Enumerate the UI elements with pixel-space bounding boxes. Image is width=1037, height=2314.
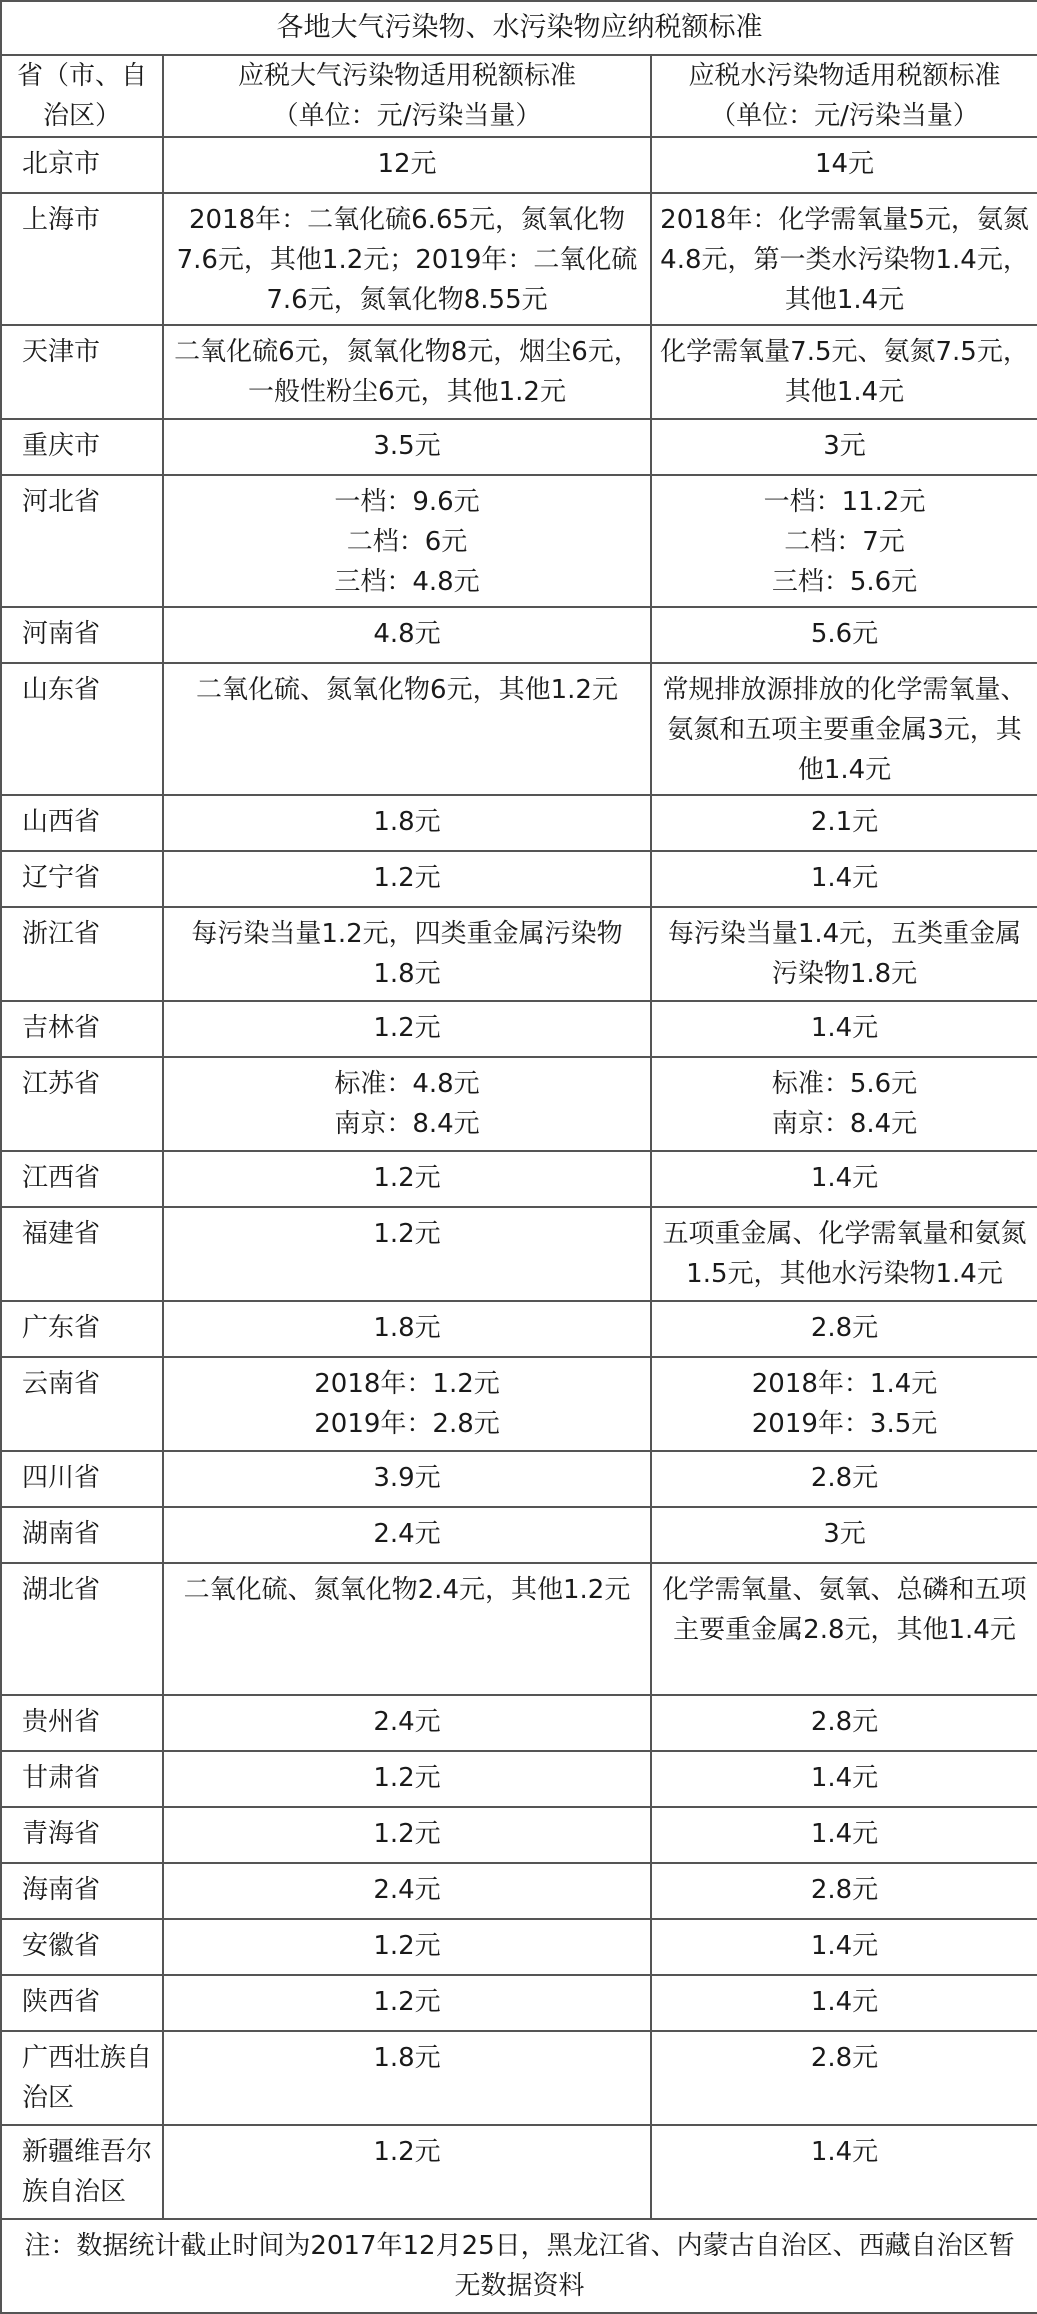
- water-rate-cell: [651, 907, 1037, 1001]
- water-rate-cell: [651, 193, 1037, 325]
- water-rate-text: 南京：8.4元: [771, 1109, 918, 1139]
- water-rate-cell: [651, 1507, 1037, 1563]
- air-rate-text: 1.2元: [373, 863, 441, 893]
- air-rate-cell: [163, 2125, 651, 2219]
- province-cell: 贵州省: [1, 1695, 163, 1751]
- air-rate-cell: [163, 1451, 651, 1507]
- water-rate-text: 标准：5.6元: [771, 1069, 918, 1099]
- province-cell: 湖北省: [1, 1563, 163, 1695]
- table-row: [1, 795, 1037, 851]
- water-rate-text: 2.8元: [810, 1875, 879, 1905]
- water-rate-cell: [651, 1451, 1037, 1507]
- table-row: [1, 193, 1037, 325]
- water-rate-cell: [651, 1751, 1037, 1807]
- air-rate-cell: [163, 1001, 651, 1057]
- water-rate-text: 2019年：3.5元: [751, 1409, 938, 1439]
- header-row: [1, 55, 1037, 137]
- air-rate-text: 二氧化硫、氮氧化物2.4元，其他1.2元: [183, 1575, 631, 1605]
- province-cell: 天津市: [1, 325, 163, 419]
- water-rate-cell: [651, 795, 1037, 851]
- table-row: [1, 1507, 1037, 1563]
- province-cell: 山东省: [1, 663, 163, 795]
- air-rate-text: 每污染当量1.2元，四类重金属污染物1.8元: [191, 919, 623, 989]
- table-row: [1, 1001, 1037, 1057]
- air-rate-text: 标准：4.8元: [334, 1069, 480, 1099]
- air-rate-text: 二档：6元: [346, 527, 468, 557]
- water-rate-cell: [651, 1151, 1037, 1207]
- water-rate-cell: [651, 1919, 1037, 1975]
- header-air-unit: （单位：元/污染当量）: [272, 101, 542, 131]
- province-cell: 甘肃省: [1, 1751, 163, 1807]
- water-rate-cell: [651, 1975, 1037, 2031]
- water-rate-cell: [651, 2031, 1037, 2125]
- air-rate-text: 2.4元: [373, 1519, 441, 1549]
- water-rate-text: 1.4元: [810, 863, 879, 893]
- water-rate-text: 常规排放源排放的化学需氧量、氨氮和五项主要重金属3元，其他1.4元: [662, 675, 1027, 785]
- water-rate-text: 14元: [814, 149, 875, 179]
- air-rate-cell: [163, 325, 651, 419]
- water-rate-text: 2.8元: [810, 1313, 879, 1343]
- table-row: [1, 2031, 1037, 2125]
- table-row: [1, 1301, 1037, 1357]
- table-title: 各地大气污染物、水污染物应纳税额标准: [1, 1, 1037, 55]
- air-rate-cell: [163, 1357, 651, 1451]
- province-cell: 青海省: [1, 1807, 163, 1863]
- water-rate-cell: [651, 607, 1037, 663]
- province-cell: 安徽省: [1, 1919, 163, 1975]
- water-rate-cell: [651, 1563, 1037, 1695]
- table-row: [1, 1919, 1037, 1975]
- water-rate-text: 2.1元: [810, 807, 879, 837]
- water-rate-text: 1.4元: [810, 2137, 879, 2167]
- table-row: [1, 1563, 1037, 1695]
- air-rate-cell: [163, 1301, 651, 1357]
- province-cell: 广东省: [1, 1301, 163, 1357]
- table-row: [1, 907, 1037, 1001]
- table-row: [1, 137, 1037, 193]
- table-row: [1, 419, 1037, 475]
- table-row: [1, 663, 1037, 795]
- province-cell: 福建省: [1, 1207, 163, 1301]
- table-row: [1, 607, 1037, 663]
- air-rate-text: 二氧化硫、氮氧化物6元，其他1.2元: [196, 675, 618, 705]
- air-rate-text: 3.9元: [373, 1463, 441, 1493]
- water-rate-text: 5.6元: [810, 619, 879, 649]
- province-cell: 吉林省: [1, 1001, 163, 1057]
- province-cell: 江苏省: [1, 1057, 163, 1151]
- water-rate-cell: [651, 475, 1037, 607]
- note-row: [1, 2219, 1037, 2313]
- table-row: [1, 1057, 1037, 1151]
- province-cell: 河北省: [1, 475, 163, 607]
- air-rate-cell: [163, 1863, 651, 1919]
- water-rate-cell: [651, 137, 1037, 193]
- water-rate-text: 3元: [823, 431, 866, 461]
- air-rate-text: 2.4元: [373, 1707, 441, 1737]
- air-rate-cell: [163, 2031, 651, 2125]
- air-rate-cell: [163, 907, 651, 1001]
- province-cell: 河南省: [1, 607, 163, 663]
- air-rate-text: 2.4元: [373, 1875, 441, 1905]
- air-rate-text: 4.8元: [373, 619, 441, 649]
- province-cell: 湖南省: [1, 1507, 163, 1563]
- air-rate-text: 1.2元: [373, 1819, 441, 1849]
- header-province: 省（市、自治区）: [1, 55, 163, 137]
- air-rate-cell: [163, 1507, 651, 1563]
- table-row: [1, 1807, 1037, 1863]
- water-rate-text: 1.4元: [810, 1819, 879, 1849]
- water-rate-cell: [651, 325, 1037, 419]
- header-air: [163, 55, 651, 137]
- province-cell: 辽宁省: [1, 851, 163, 907]
- title-row: [1, 1, 1037, 55]
- table-row: [1, 1357, 1037, 1451]
- air-rate-cell: [163, 137, 651, 193]
- table-row: [1, 1751, 1037, 1807]
- air-rate-text: 1.2元: [373, 2137, 441, 2167]
- air-rate-text: 一档：9.6元: [334, 487, 480, 517]
- air-rate-cell: [163, 1563, 651, 1695]
- water-rate-cell: [651, 1301, 1037, 1357]
- header-water-line: 应税水污染物适用税额标准: [688, 61, 1001, 91]
- water-rate-cell: [651, 1695, 1037, 1751]
- air-rate-text: 1.2元: [373, 1163, 441, 1193]
- water-rate-text: 化学需氧量7.5元、氨氮7.5元，其他1.4元: [660, 337, 1029, 407]
- water-rate-cell: [651, 1863, 1037, 1919]
- air-rate-cell: [163, 1057, 651, 1151]
- water-rate-text: 2018年：化学需氧量5元，氨氮4.8元，第一类水污染物1.4元，其他1.4元: [660, 205, 1029, 315]
- water-rate-text: 2.8元: [810, 1463, 879, 1493]
- water-rate-text: 1.4元: [810, 1763, 879, 1793]
- water-rate-text: 化学需氧量、氨氧、总磷和五项主要重金属2.8元，其他1.4元: [662, 1575, 1027, 1645]
- air-rate-text: 二氧化硫6元，氮氧化物8元，烟尘6元，一般性粉尘6元，其他1.2元: [174, 337, 640, 407]
- air-rate-cell: [163, 1151, 651, 1207]
- table-row: [1, 1863, 1037, 1919]
- province-cell: 广西壮族自治区: [1, 2031, 163, 2125]
- header-water-unit: （单位：元/污染当量）: [710, 101, 979, 131]
- province-cell: 新疆维吾尔族自治区: [1, 2125, 163, 2219]
- air-rate-text: 三档：4.8元: [334, 567, 480, 597]
- water-rate-text: 3元: [823, 1519, 866, 1549]
- water-rate-text: 每污染当量1.4元，五类重金属污染物1.8元: [667, 919, 1022, 989]
- table-row: [1, 1975, 1037, 2031]
- water-rate-text: 2018年：1.4元: [751, 1369, 938, 1399]
- air-rate-text: 2018年：1.2元: [314, 1369, 500, 1399]
- province-cell: 浙江省: [1, 907, 163, 1001]
- water-rate-text: 1.4元: [810, 1987, 879, 2017]
- air-rate-text: 1.2元: [373, 1931, 441, 1961]
- water-rate-cell: [651, 1357, 1037, 1451]
- air-rate-cell: [163, 1207, 651, 1301]
- air-rate-cell: [163, 607, 651, 663]
- air-rate-text: 1.2元: [373, 1763, 441, 1793]
- water-rate-cell: [651, 1207, 1037, 1301]
- header-air-line: 应税大气污染物适用税额标准: [237, 61, 576, 91]
- province-cell: 北京市: [1, 137, 163, 193]
- water-rate-cell: [651, 1001, 1037, 1057]
- table-row: [1, 1207, 1037, 1301]
- air-rate-cell: [163, 851, 651, 907]
- table-row: [1, 2125, 1037, 2219]
- air-rate-cell: [163, 663, 651, 795]
- water-rate-text: 1.4元: [810, 1163, 879, 1193]
- air-rate-cell: [163, 1807, 651, 1863]
- air-rate-cell: [163, 475, 651, 607]
- province-cell: 海南省: [1, 1863, 163, 1919]
- water-rate-text: 2.8元: [810, 1707, 879, 1737]
- province-cell: 云南省: [1, 1357, 163, 1451]
- air-rate-text: 12元: [377, 149, 437, 179]
- province-cell: 山西省: [1, 795, 163, 851]
- air-rate-cell: [163, 1695, 651, 1751]
- air-rate-text: 1.8元: [373, 807, 441, 837]
- water-rate-cell: [651, 663, 1037, 795]
- table-row: [1, 1695, 1037, 1751]
- air-rate-cell: [163, 419, 651, 475]
- air-rate-text: 南京：8.4元: [334, 1109, 480, 1139]
- water-rate-text: 1.4元: [810, 1013, 879, 1043]
- air-rate-cell: [163, 193, 651, 325]
- province-cell: 上海市: [1, 193, 163, 325]
- air-rate-text: 1.8元: [373, 2043, 441, 2073]
- air-rate-cell: [163, 1975, 651, 2031]
- table-row: [1, 325, 1037, 419]
- air-rate-cell: [163, 795, 651, 851]
- air-rate-text: 1.2元: [373, 1219, 441, 1249]
- table-row: [1, 851, 1037, 907]
- water-rate-text: 五项重金属、化学需氧量和氨氮1.5元，其他水污染物1.4元: [662, 1219, 1027, 1289]
- water-rate-text: 2.8元: [810, 2043, 879, 2073]
- footnote: 注：数据统计截止时间为2017年12月25日，黑龙江省、内蒙古自治区、西藏自治区暂无数据资料: [1, 2219, 1037, 2313]
- province-cell: 重庆市: [1, 419, 163, 475]
- water-rate-cell: [651, 419, 1037, 475]
- water-rate-text: 一档：11.2元: [763, 487, 926, 517]
- water-rate-cell: [651, 2125, 1037, 2219]
- air-rate-text: 2019年：2.8元: [314, 1409, 500, 1439]
- table-row: [1, 475, 1037, 607]
- table-row: [1, 1151, 1037, 1207]
- water-rate-text: 二档：7元: [784, 527, 905, 557]
- table-row: [1, 1451, 1037, 1507]
- water-rate-text: 三档：5.6元: [771, 567, 918, 597]
- water-rate-text: 1.4元: [810, 1931, 879, 1961]
- air-rate-cell: [163, 1751, 651, 1807]
- water-rate-cell: [651, 1057, 1037, 1151]
- air-rate-text: 2018年：二氧化硫6.65元，氮氧化物7.6元，其他1.2元；2019年：二氧化硫7.6元，氮氧化物8.55元: [176, 205, 638, 315]
- air-rate-text: 3.5元: [373, 431, 441, 461]
- air-rate-text: 1.2元: [373, 1987, 441, 2017]
- air-rate-cell: [163, 1919, 651, 1975]
- province-cell: 陕西省: [1, 1975, 163, 2031]
- air-rate-text: 1.8元: [373, 1313, 441, 1343]
- province-cell: 江西省: [1, 1151, 163, 1207]
- header-water: [651, 55, 1037, 137]
- province-cell: 四川省: [1, 1451, 163, 1507]
- air-rate-text: 1.2元: [373, 1013, 441, 1043]
- water-rate-cell: [651, 1807, 1037, 1863]
- water-rate-cell: [651, 851, 1037, 907]
